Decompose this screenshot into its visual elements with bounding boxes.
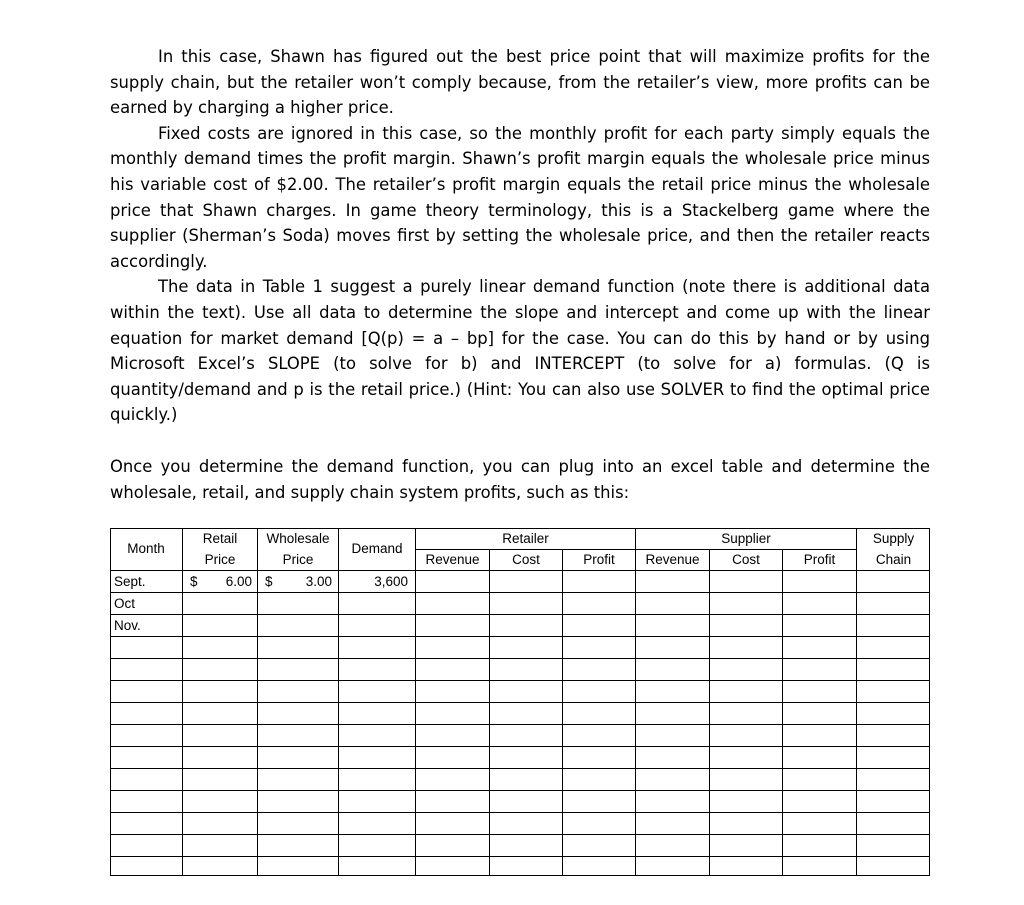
cell-retail-currency: $ (190, 574, 198, 589)
header-month: Month (127, 541, 165, 556)
header-supplier-cost: Cost (732, 552, 760, 567)
header-retailer-cost: Cost (512, 552, 540, 567)
header-wholesale-price-line2: Price (282, 552, 314, 567)
header-demand: Demand (351, 541, 403, 556)
header-wholesale-price-line1: Wholesale (266, 531, 330, 546)
header-retail-price-line2: Price (204, 552, 236, 567)
header-retail-price-line1: Retail (202, 531, 238, 546)
paragraph-1: In this case, Shawn has figured out the best price point that will maximize profits for the supply chain, but the retailer won’t comply because, from the retailer’s view, more profits can be earned by charging a higher price. (110, 47, 930, 118)
header-supply-chain-line2: Chain (875, 552, 912, 567)
header-retailer-group: Retailer (502, 531, 549, 546)
paragraph-3: The data in Table 1 suggest a purely linear demand function (note there is additional data within the text). Use all data to determine the slope and intercept and come up with the linear equation for market demand [Q(p) = a – bp] for the case. You can do this by hand or by using Microsoft Excel’s SLOPE (to solve for b) and INTERCEPT (to solve for a) formulas. (Q is quantity/demand and p is the retail price.) (Hint: You can also use SOLVER to find the optimal price quickly.) (110, 277, 930, 425)
cell-month-sept: Sept. (114, 574, 146, 589)
paragraph-2: Fixed costs are ignored in this case, so the monthly profit for each party simply equals the monthly demand times the profit margin. Shawn’s profit margin equals the wholesale price minus his variable cost of $2.00. The retailer’s profit margin equals the retail price minus the wholesale price that Shawn charges. In game theory terminology, this is a Stackelberg game where the supplier (Sherman’s Soda) moves first by setting the wholesale price, and then the retailer reacts accordingly. (110, 123, 930, 271)
header-supplier-group: Supplier (721, 531, 771, 546)
header-supplier-profit: Profit (803, 552, 836, 567)
cell-month-oct: Oct (114, 596, 136, 611)
header-retailer-revenue: Revenue (425, 552, 480, 567)
cell-wholesale-currency: $ (265, 574, 273, 589)
case-text (110, 44, 930, 428)
profit-table (110, 528, 930, 876)
header-supplier-revenue: Revenue (645, 552, 700, 567)
cell-demand: 3,600 (374, 574, 408, 589)
table-lead-in: Once you determine the demand function, you can plug into an excel table and determine the wholesale, retail, and supply chain system profits, such as this: (110, 457, 930, 502)
cell-month-nov: Nov. (114, 618, 141, 633)
cell-retail-price: 6.00 (225, 574, 252, 589)
header-retailer-profit: Profit (583, 552, 615, 567)
header-supply-chain-line1: Supply (872, 531, 915, 546)
cell-wholesale-price: 3.00 (305, 574, 332, 589)
